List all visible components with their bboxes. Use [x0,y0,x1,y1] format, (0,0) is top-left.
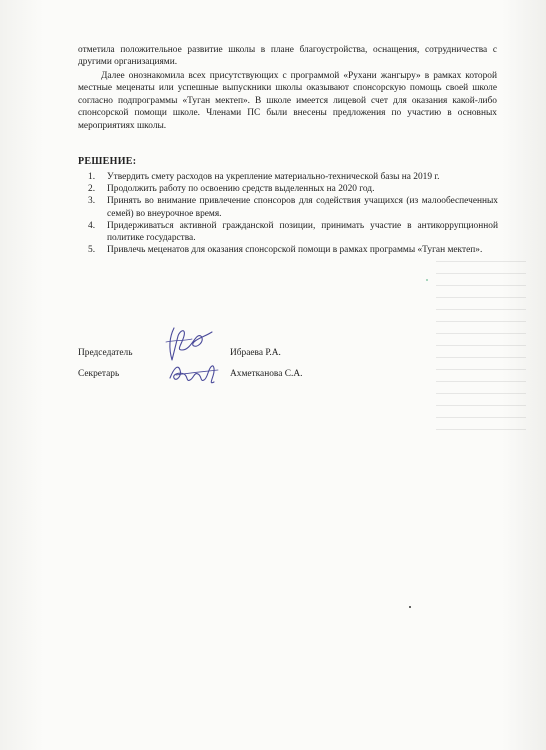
decision-item-number: 1. [88,172,96,182]
decision-item-text: Утвердить смету расходов на укрепление материально-технической базы на 2019 г. [107,172,440,182]
secretary-name: Ахметканова С.А. [230,369,303,379]
decision-item-text: Придерживаться активной гражданской позиции, принимать участие в антикоррупционной политике государства. [107,220,498,244]
decision-item-text: Привлечь меценатов для оказания спонсорской помощи в рамках программы «Туган мектеп». [107,245,483,256]
chair-role: Председатель [78,348,133,358]
decision-item-number: 4. [88,220,96,231]
decision-item-number: 5. [88,245,96,256]
chair-signature-row [78,347,498,361]
decision-heading: РЕШЕНИЕ: [78,156,137,167]
decision-list [88,171,498,256]
secretary-signature [166,358,222,388]
decision-item [88,195,498,219]
decision-item-text: Продолжить работу по освоению средств выделенных на 2020 год. [107,184,375,195]
body-paragraph-2: Далее онознакомила всех присутствующих с программой «Рухани жангыру» в рамках которой местные меценаты или успешные выпускники школы оказывают спонсорскую помощь своей школе согласно подпрограммы «Туган мектеп». В школе имеется лицевой счет для оказания какой-либо спонсорской помощи школе. Членами ПС были внесены предложения по участию в основных мероприятиях школы. [78,71,497,131]
secretary-signature-row [78,368,498,382]
decision-item-number: 2. [88,184,96,195]
body-paragraph-1: отметила положительное развитие школы в плане благоустройства, оснащения, сотрудничества с другими организациями. [78,45,497,68]
chair-name: Ибраева Р.А. [230,348,281,358]
decision-item [88,171,498,183]
scan-speck [409,606,411,608]
decision-item-text: Принять во внимание привлечение спонсоров для содействия учащихся (из малообеспеченных семей) во внеурочное время. [107,196,498,219]
decision-item [88,183,498,195]
decision-item [88,220,498,244]
scan-speck [426,279,428,281]
decision-item-number: 3. [88,196,96,207]
secretary-role: Секретарь [78,369,120,379]
bleed-through-text [436,250,526,430]
decision-item [88,244,498,256]
